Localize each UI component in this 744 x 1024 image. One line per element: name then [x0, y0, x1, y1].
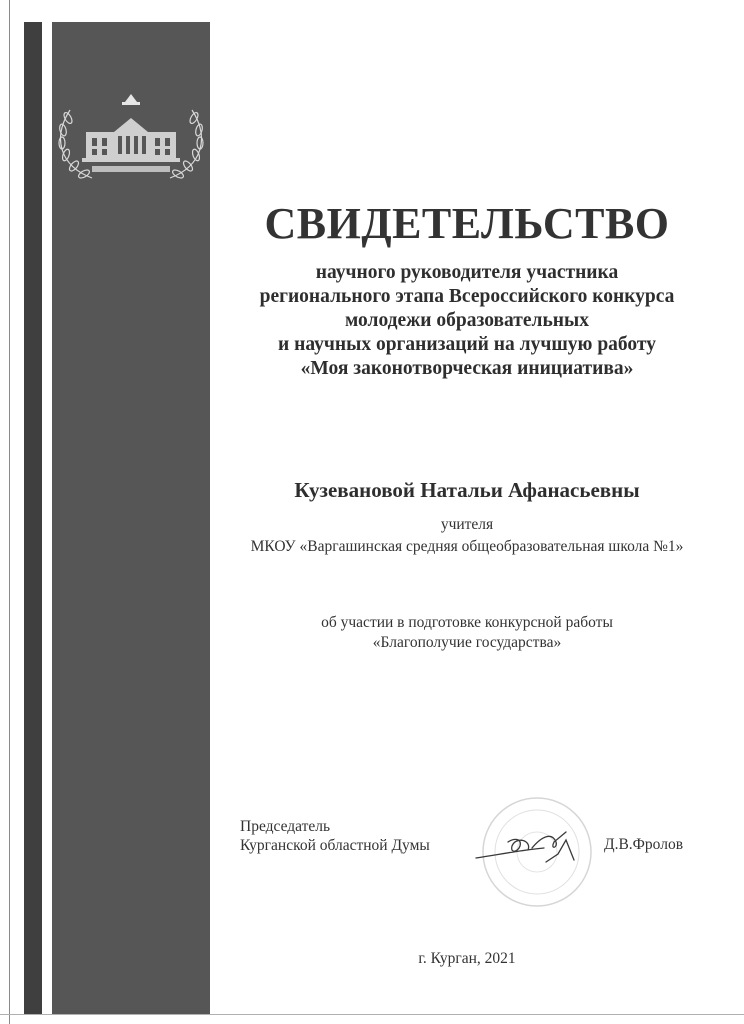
certificate-title: СВИДЕТЕЛЬСТВО: [264, 199, 670, 248]
recipient-name: Кузевановой Натальи Афанасьевны: [294, 478, 640, 502]
subtitle-line: и научных организаций на лучшую работу: [278, 334, 656, 355]
participation-line: «Благополучие государства»: [372, 634, 562, 651]
position-line: МКОУ «Варгашинская средняя общеобразовательная школа №1»: [250, 538, 684, 555]
position-line: учителя: [440, 516, 494, 533]
signatory-line: Председатель: [240, 818, 331, 835]
city-year: г. Курган, 2021: [418, 950, 516, 967]
certificate-subtitle: [222, 261, 712, 381]
decor-stripe-thin: [24, 22, 42, 1014]
duma-building-wreath-icon: [52, 88, 210, 188]
subtitle-line: регионального этапа Всероссийского конкурса: [259, 286, 675, 307]
signatory-title: [240, 817, 430, 855]
participation-text: [222, 613, 712, 653]
participation-line: об участии в подготовке конкурсной работы: [321, 614, 613, 631]
scan-edge-bottom: [0, 1014, 744, 1015]
recipient-position: [222, 514, 712, 558]
signatory-name: Д.В.Фролов: [604, 836, 684, 853]
signatory-line: Курганской областной Думы: [240, 837, 430, 854]
subtitle-line: молодежи образовательных: [345, 310, 589, 331]
handwritten-signature-icon: [462, 792, 612, 910]
subtitle-line: научного руководителя участника: [315, 262, 619, 283]
subtitle-line: «Моя законотворческая инициатива»: [300, 358, 634, 379]
scan-edge-left: [9, 0, 10, 1024]
